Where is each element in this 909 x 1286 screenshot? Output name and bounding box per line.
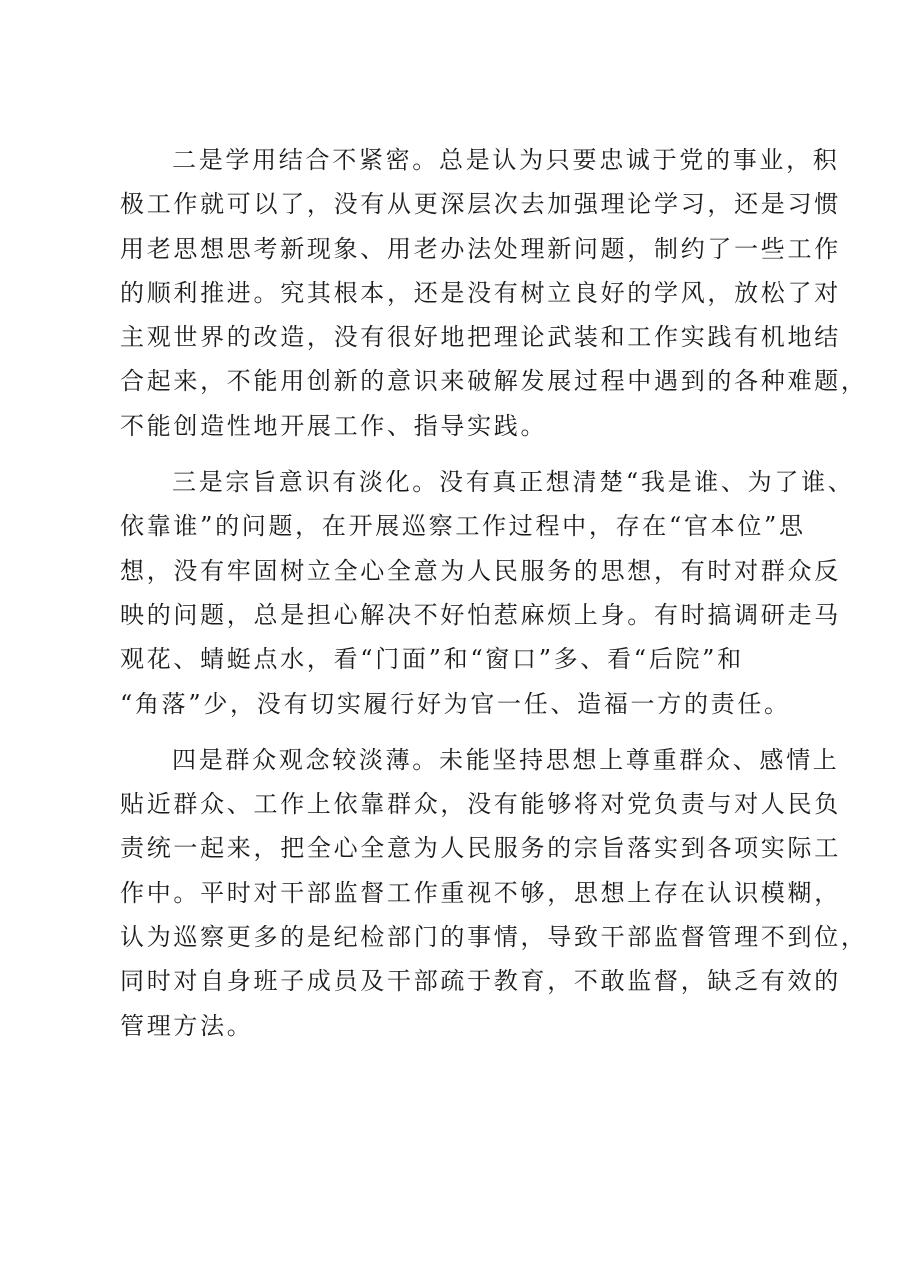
paragraph-line: 观花、蜻蜓点水，看“门面”和“窗口”多、看“后院”和 <box>120 645 744 674</box>
paragraph-spacer <box>120 448 800 460</box>
paragraph-line: 三是宗旨意识有淡化。没有真正想清楚“我是谁、为了谁、 <box>172 468 855 497</box>
paragraph-line: 映的问题，总是担心解决不好怕惹麻烦上身。有时搞调研走马 <box>120 600 841 629</box>
paragraph-purpose-awareness <box>120 460 855 726</box>
paragraph-mass-viewpoint <box>120 738 868 1048</box>
paragraph-line: 的顺利推进。究其根本，还是没有树立良好的学风，放松了对 <box>120 278 841 307</box>
paragraph-line: 合起来，不能用创新的意识来破解发展过程中遇到的各种难题， <box>120 367 868 396</box>
paragraph-line: “角落”少，没有切实履行好为官一任、造福一方的责任。 <box>120 689 791 718</box>
paragraph-study-application <box>120 138 868 448</box>
paragraph-line: 用老思想思考新现象、用老办法处理新问题，制约了一些工作 <box>120 234 841 263</box>
paragraph-line: 二是学用结合不紧密。总是认为只要忠诚于党的事业，积 <box>172 146 840 174</box>
paragraph-line: 责统一起来，把全心全意为人民服务的宗旨落实到各项实际工 <box>120 834 841 863</box>
paragraph-line: 极工作就可以了，没有从更深层次去加强理论学习，还是习惯 <box>120 190 841 219</box>
paragraph-line: 不能创造性地开展工作、指导实践。 <box>120 411 548 440</box>
paragraph-line: 依靠谁”的问题，在开展巡察工作过程中，存在“官本位”思 <box>120 512 806 541</box>
document-body <box>120 138 868 1048</box>
paragraph-line: 作中。平时对干部监督工作重视不够，思想上存在认识模糊， <box>120 878 841 907</box>
paragraph-line: 四是群众观念较淡薄。未能坚持思想上尊重群众、感情上 <box>172 745 840 774</box>
paragraph-line: 同时对自身班子成员及干部疏于教育，不敢监督，缺乏有效的 <box>120 967 841 996</box>
paragraph-line: 贴近群众、工作上依靠群众，没有能够将对党负责与对人民负 <box>120 790 841 819</box>
paragraph-spacer <box>120 726 800 738</box>
paragraph-line: 主观世界的改造，没有很好地把理论武装和工作实践有机地结 <box>120 323 841 352</box>
paragraph-line: 管理方法。 <box>120 1011 254 1040</box>
paragraph-line: 认为巡察更多的是纪检部门的事情，导致干部监督管理不到位， <box>120 923 868 952</box>
paragraph-line: 想，没有牢固树立全心全意为人民服务的思想，有时对群众反 <box>120 556 841 585</box>
